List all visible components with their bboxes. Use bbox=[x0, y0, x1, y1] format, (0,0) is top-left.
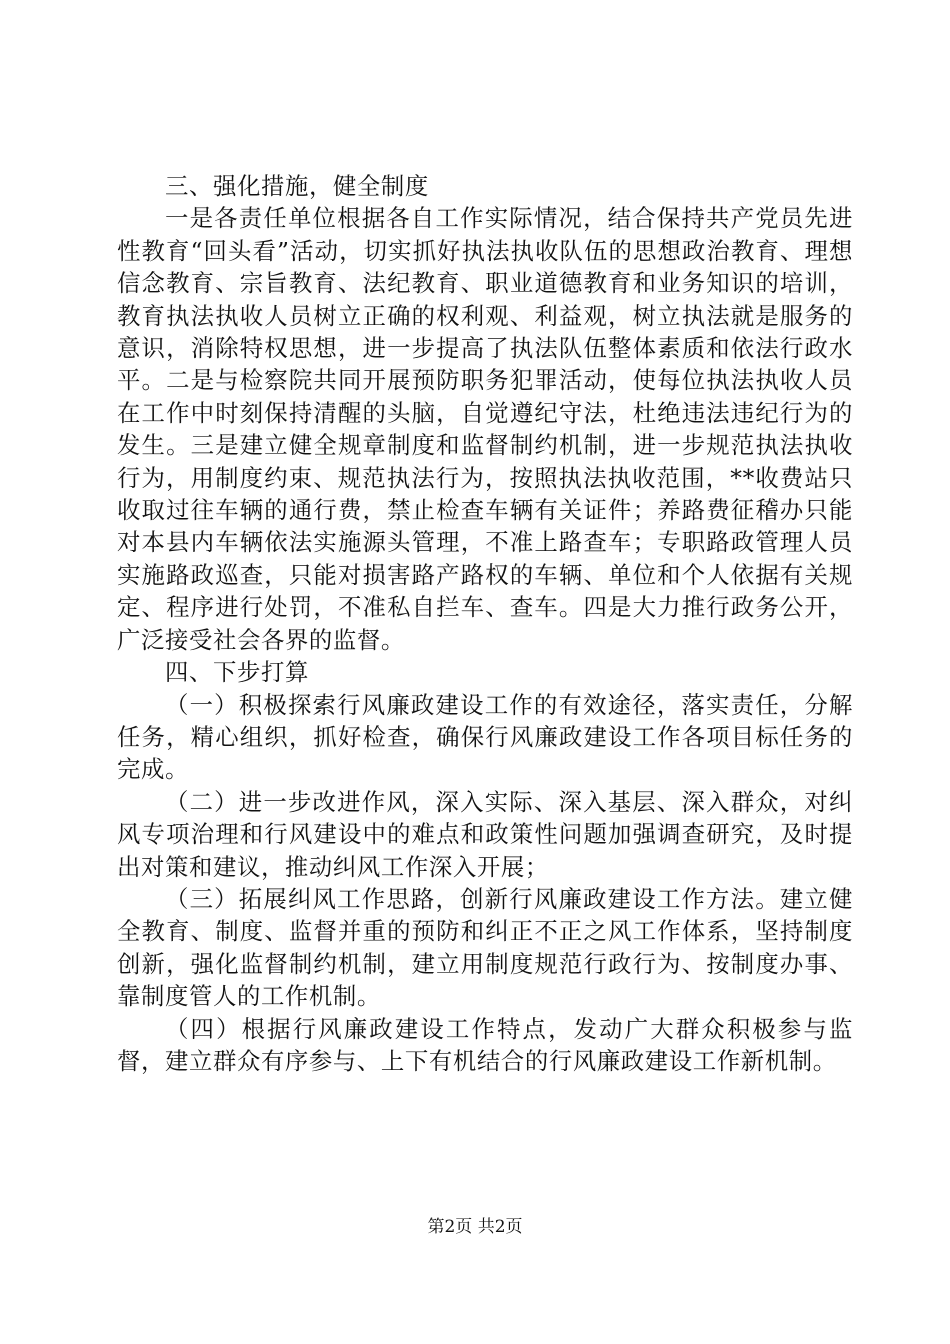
document-body bbox=[117, 170, 853, 1077]
plan-item-three: （三）拓展纠风工作思路，创新行风廉政建设工作方法。建立健全教育、制度、监督并重的预防和纠正不正之风工作体系，坚持制度创新，强化监督制约机制，建立用制度规范行政行为、按制度办事、靠制度管人的工作机制。 bbox=[117, 884, 853, 1011]
plan-item-one: （一）积极探索行风廉政建设工作的有效途径，落实责任，分解任务，精心组织，抓好检查，确保行风廉政建设工作各项目标任务的完成。 bbox=[117, 690, 853, 784]
section-heading-four: 四、下步打算 bbox=[165, 658, 309, 687]
page-number-footer: 第2页 共2页 bbox=[427, 1217, 523, 1237]
paragraph-measures: 一是各责任单位根据各自工作实际情况，结合保持共产党员先进性教育“回头看”活动，切实抓好执法执收队伍的思想政治教育、理想信念教育、宗旨教育、法纪教育、职业道德教育和业务知识的培训，教育执法执收人员树立正确的权利观、利益观，树立执法就是服务的意识，消除特权思想，进一步提高了执法队伍整体素质和依法行政水平。二是与检察院共同开展预防职务犯罪活动，使每位执法执收人员在工作中时刻保持清醒的头脑，自觉遵纪守法，杜绝违法违纪行为的发生。三是建立健全规章制度和监督制约机制，进一步规范执法执收行为，用制度约束、规范执法行为，按照执法执收范围，**收费站只收取过往车辆的通行费，禁止检查车辆有关证件；养路费征稽办只能对本县内车辆依法实施源头管理，不准上路查车；专职路政管理人员实施路政巡查，只能对损害路产路权的车辆、单位和个人依据有关规定、程序进行处罚，不准私自拦车、查车。四是大力推行政务公开，广泛接受社会各界的监督。 bbox=[117, 204, 853, 654]
plan-item-four: （四）根据行风廉政建设工作特点，发动广大群众积极参与监督，建立群众有序参与、上下有机结合的行风廉政建设工作新机制。 bbox=[117, 1014, 853, 1075]
section-heading-three: 三、强化措施，健全制度 bbox=[165, 172, 429, 200]
plan-item-two: （二）进一步改进作风，深入实际、深入基层、深入群众，对纠风专项治理和行风建设中的难点和政策性问题加强调查研究，及时提出对策和建议，推动纠风工作深入开展； bbox=[117, 787, 853, 881]
